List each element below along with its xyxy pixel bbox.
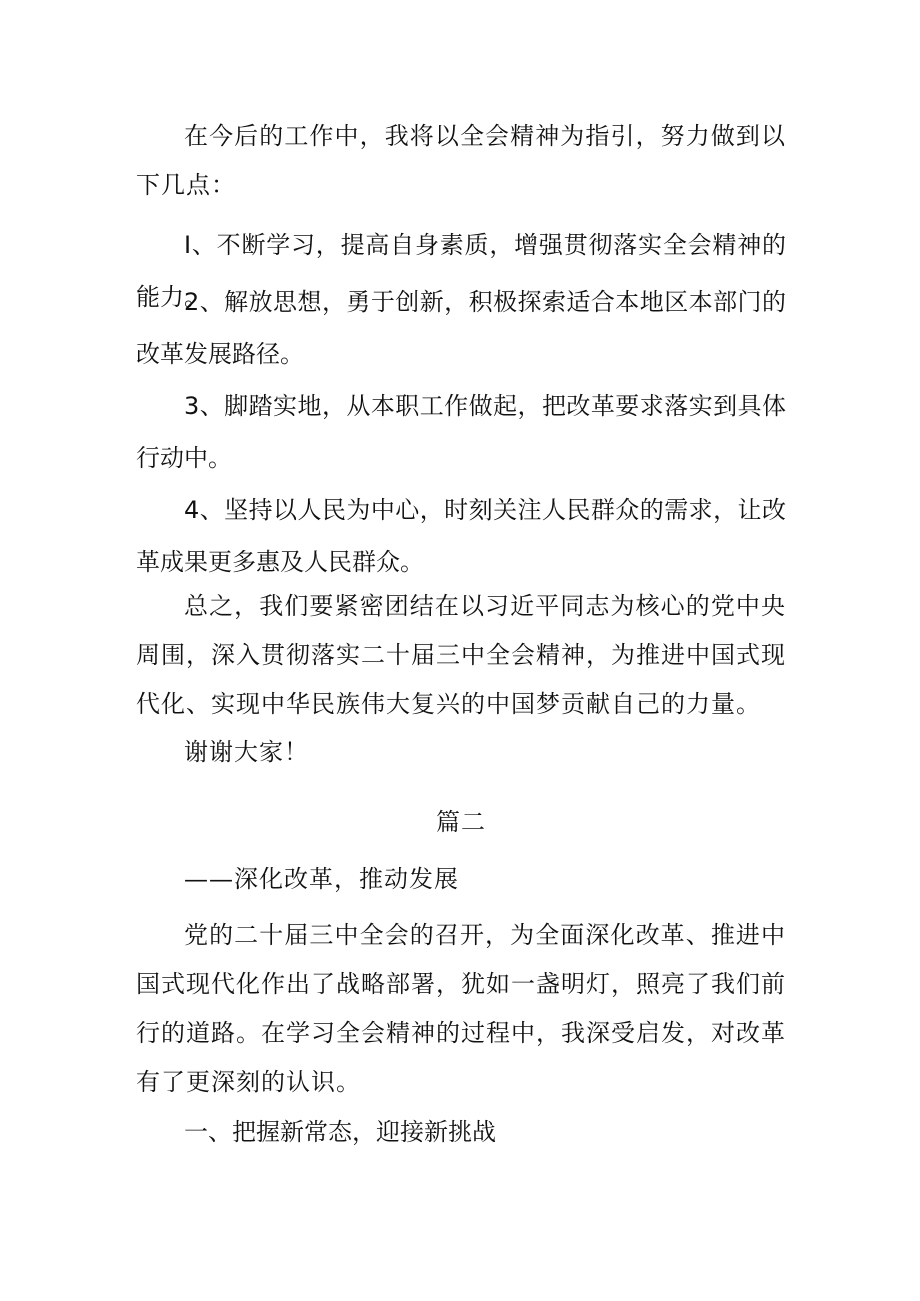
section-title: 篇二: [436, 808, 486, 836]
body-paragraph: 党的二十届三中全会的召开，为全面深化改革、推进中国式现代化作出了战略部署，犹如一盏明灯，照亮了我们前行的道路。在学习全会精神的过程中，我深受启发，对改革有了更深刻的认识。: [136, 921, 786, 1096]
list-item-3: 3、脚踏实地，从本职工作做起，把改革要求落实到具体行动中。: [136, 392, 786, 472]
summary-paragraph: 总之，我们要紧密团结在以习近平同志为核心的党中央周围，深入贯彻落实二十届三中全会精神，为推进中国式现代化、实现中华民族伟大复兴的中国梦贡献自己的力量。: [136, 592, 786, 718]
subtitle: ——深化改革，推动发展: [184, 865, 459, 893]
intro-paragraph: 在今后的工作中，我将以全会精神为指引，努力做到以下几点：: [136, 122, 786, 199]
list-item-2: 2、解放思想，勇于创新，积极探索适合本地区本部门的改革发展路径。: [136, 288, 786, 368]
section-heading-1: 一、把握新常态，迎接新挑战: [184, 1118, 496, 1146]
thanks-line: 谢谢大家！: [184, 738, 309, 766]
list-item-4: 4、坚持以人民为中心，时刻关注人民群众的需求，让改革成果更多惠及人民群众。: [136, 496, 786, 576]
list-item-1: I、不断学习，提高自身素质，增强贯彻落实全会精神的能力。: [136, 231, 786, 311]
